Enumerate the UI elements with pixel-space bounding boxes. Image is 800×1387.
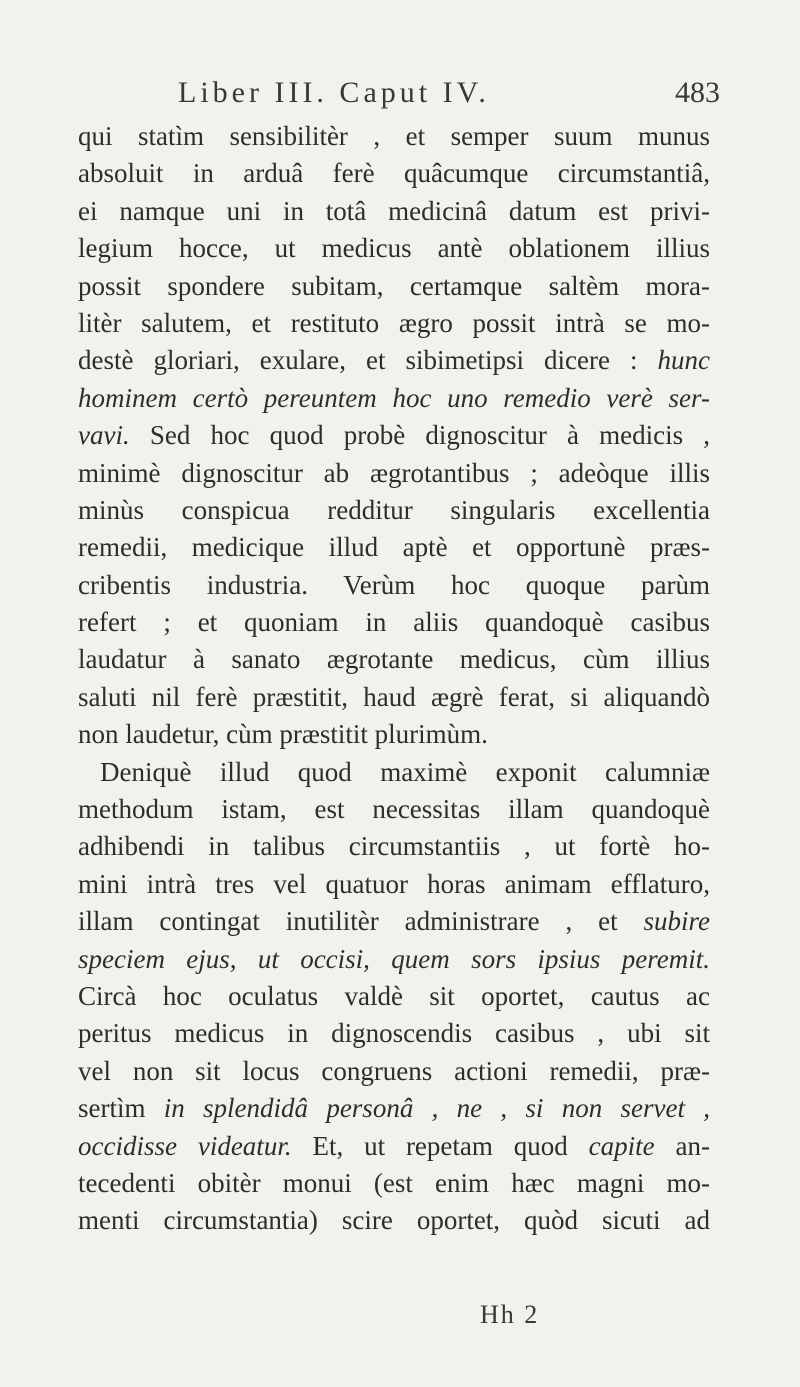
text-segment: Deniquè illud quod maximè exponit calumniæ — [100, 756, 710, 787]
text-segment: menti circumstantia) scire oportet, quòd sicuti ad — [78, 1205, 710, 1236]
text-segment: mini intrà tres vel quatuor horas animam efflaturo, — [78, 868, 710, 899]
text-segment: cribentis industria. Verùm hoc quoque parùm — [78, 569, 710, 600]
italic-segment: hunc — [657, 345, 710, 376]
text-line — [78, 1090, 710, 1127]
text-line — [78, 193, 710, 230]
text-line — [78, 380, 710, 417]
text-line — [78, 754, 710, 791]
text-line — [78, 866, 710, 903]
text-line — [78, 941, 710, 978]
text-segment: adhibendi in talibus circumstantiis , ut fortè ho- — [78, 831, 710, 862]
text-segment: tecedenti obitèr monui (est enim hæc magni mo- — [78, 1167, 710, 1198]
italic-segment: vavi. — [78, 420, 130, 451]
text-line — [78, 1202, 710, 1239]
text-line — [78, 118, 710, 155]
text-line — [78, 716, 710, 753]
text-segment: methodum istam, est necessitas illam quandoquè — [78, 794, 710, 825]
body-text — [78, 118, 710, 1240]
signature-mark: Hh 2 — [480, 1300, 540, 1329]
text-segment: remedii, medicique illud aptè et opportunè præs- — [78, 532, 710, 563]
text-line — [78, 1128, 710, 1165]
text-line — [78, 455, 710, 492]
text-segment: absoluit in arduâ ferè quâcumque circumstantiâ, — [78, 158, 710, 189]
text-line — [78, 567, 710, 604]
text-line — [78, 342, 710, 379]
text-line — [78, 492, 710, 529]
text-segment: laudatur à sanato ægrotante medicus, cùm illius — [78, 644, 710, 675]
text-line — [78, 978, 710, 1015]
text-segment: peritus medicus in dignoscendis casibus , ubi sit — [78, 1018, 710, 1049]
italic-segment: occidisse videatur. — [78, 1130, 292, 1161]
text-line — [78, 1053, 710, 1090]
text-segment: legium hocce, ut medicus antè oblationem illius — [78, 233, 710, 264]
text-segment: non laudetur, cùm præstitit plurimùm. — [78, 719, 488, 750]
text-line — [78, 1015, 710, 1052]
text-segment: illam contingat inutilitèr administrare , et — [78, 906, 644, 937]
text-line — [78, 604, 710, 641]
running-head — [100, 76, 720, 116]
italic-segment: hominem certò pereuntem hoc uno remedio verè ser- — [78, 382, 710, 413]
text-segment: sertìm — [78, 1093, 164, 1124]
text-segment: saluti nil ferè præstitit, haud ægrè ferat, si aliquandò — [78, 681, 710, 712]
text-segment: ei namque uni in totâ medicinâ datum est privi- — [78, 195, 710, 226]
text-line — [78, 828, 710, 865]
text-segment: qui statìm sensibilitèr , et semper suum munus — [78, 121, 710, 151]
text-line — [78, 230, 710, 267]
text-segment: destè gloriari, exulare, et sibimetipsi dicere : — [78, 345, 658, 376]
text-line — [78, 641, 710, 678]
text-line — [78, 791, 710, 828]
italic-segment: capite — [588, 1130, 655, 1161]
italic-segment: in splendidâ personâ , ne , si non servet , — [163, 1093, 710, 1124]
text-segment: Circà hoc oculatus valdè sit oportet, cautus ac — [78, 980, 710, 1011]
running-title: Liber III. Caput IV. — [178, 76, 490, 109]
text-line — [78, 155, 710, 192]
text-line — [78, 529, 710, 566]
text-segment: minùs conspicua redditur singularis excellentia — [78, 494, 710, 525]
italic-segment: speciem ejus, ut occisi, quem sors ipsius peremit. — [78, 943, 710, 974]
text-segment: minimè dignoscitur ab ægrotantibus ; adeòque illis — [78, 457, 710, 488]
page-number: 483 — [675, 76, 720, 109]
text-line — [78, 679, 710, 716]
text-line — [78, 268, 710, 305]
text-line — [78, 1165, 710, 1202]
text-line — [78, 305, 710, 342]
text-line — [78, 903, 710, 940]
text-segment: Sed hoc quod probè dignoscitur à medicis , — [129, 420, 710, 451]
text-segment: refert ; et quoniam in aliis quandoquè casibus — [78, 607, 710, 638]
text-line — [78, 417, 710, 454]
text-segment: an- — [654, 1130, 710, 1161]
text-segment: litèr salutem, et restituto ægro possit intrà se mo- — [78, 307, 710, 338]
text-segment: Et, ut repetam quod — [291, 1130, 589, 1161]
text-segment: possit spondere subitam, certamque saltèm mora- — [78, 270, 710, 301]
text-segment: vel non sit locus congruens actioni remedii, præ- — [78, 1055, 710, 1086]
italic-segment: subire — [643, 906, 710, 937]
